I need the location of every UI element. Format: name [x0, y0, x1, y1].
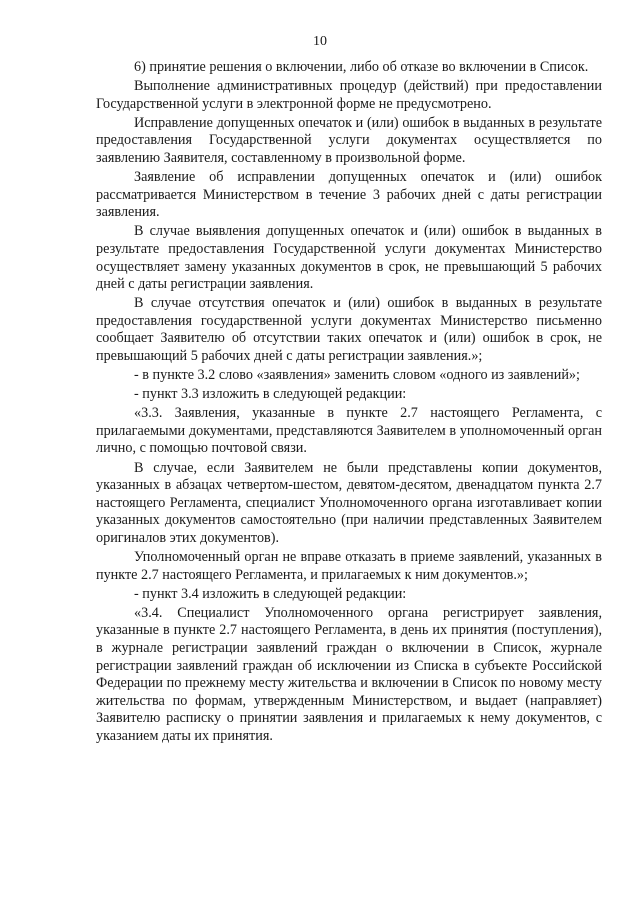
paragraph: В случае выявления допущенных опечаток и (или) ошибок в выданных в результате предоставления Государственной услуги документах Министерство осуществляет замену указанных документов в срок, не превышающий 5 рабочих дней с даты регистрации заявления.	[96, 223, 602, 293]
paragraph: - в пункте 3.2 слово «заявления» заменить словом «одного из заявлений»;	[134, 367, 580, 384]
paragraph: В случае отсутствия опечаток и (или) ошибок в выданных в результате предоставления государственной услуги документах Министерство письменно сообщает Заявителю об отсутствии таких опечаток и (или) ошибок в срок, не превышающий 5 рабочих дней с даты регистрации заявления.»;	[96, 295, 602, 364]
page-number: 10	[313, 34, 327, 49]
paragraph: «3.4. Специалист Уполномоченного органа регистрирует заявления, указанные в пункте 2.7 настоящего Регламента, в день их принятия (поступления), в журнале регистрации заявлений граждан о включении в Список, журнале регистрации заявлений граждан об исключении из Списка в субъекте Российской Федерации по прежнему месту жительства и включении в Список по новому месту жительства по формам, утвержденным Министерством, и выдает (направляет) Заявителю расписку о принятии заявления и прилагаемых к нему документов, с указанием даты их принятия.	[96, 604, 602, 744]
paragraph: Уполномоченный орган не вправе отказать в приеме заявлений, указанных в пункте 2.7 настоящего Регламента, и прилагаемых к ним документов.»;	[96, 549, 602, 583]
paragraph: - пункт 3.3 изложить в следующей редакции:	[134, 386, 407, 403]
document-body	[96, 59, 602, 746]
paragraph: В случае, если Заявителем не были представлены копии документов, указанных в абзацах четвертом-шестом, девятом-десятом, двенадцатом пункта 2.7 настоящего Регламента, специалист Уполномоченного органа изготавливает копии указанных документов самостоятельно (при наличии представленных Заявителем оригиналов этих документов).	[96, 459, 602, 546]
paragraph: «3.3. Заявления, указанные в пункте 2.7 настоящего Регламента, с прилагаемыми документами, представляются Заявителем в уполномоченный орган лично, с помощью почтовой связи.	[96, 405, 602, 457]
paragraph: 6) принятие решения о включении, либо об отказе во включении в Список.	[134, 59, 589, 75]
paragraph: - пункт 3.4 изложить в следующей редакции:	[134, 585, 407, 602]
paragraph: Выполнение административных процедур (действий) при предоставлении Государственной услуги в электронной форме не предусмотрено.	[96, 78, 602, 112]
paragraph: Заявление об исправлении допущенных опечаток и (или) ошибок рассматривается Министерством в течение 3 рабочих дней с даты регистрации заявления.	[96, 169, 602, 221]
paragraph: Исправление допущенных опечаток и (или) ошибок в выданных в результате предоставления Государственной услуги документах осуществляется по заявлению Заявителя, составленному в произвольной форме.	[96, 114, 602, 166]
